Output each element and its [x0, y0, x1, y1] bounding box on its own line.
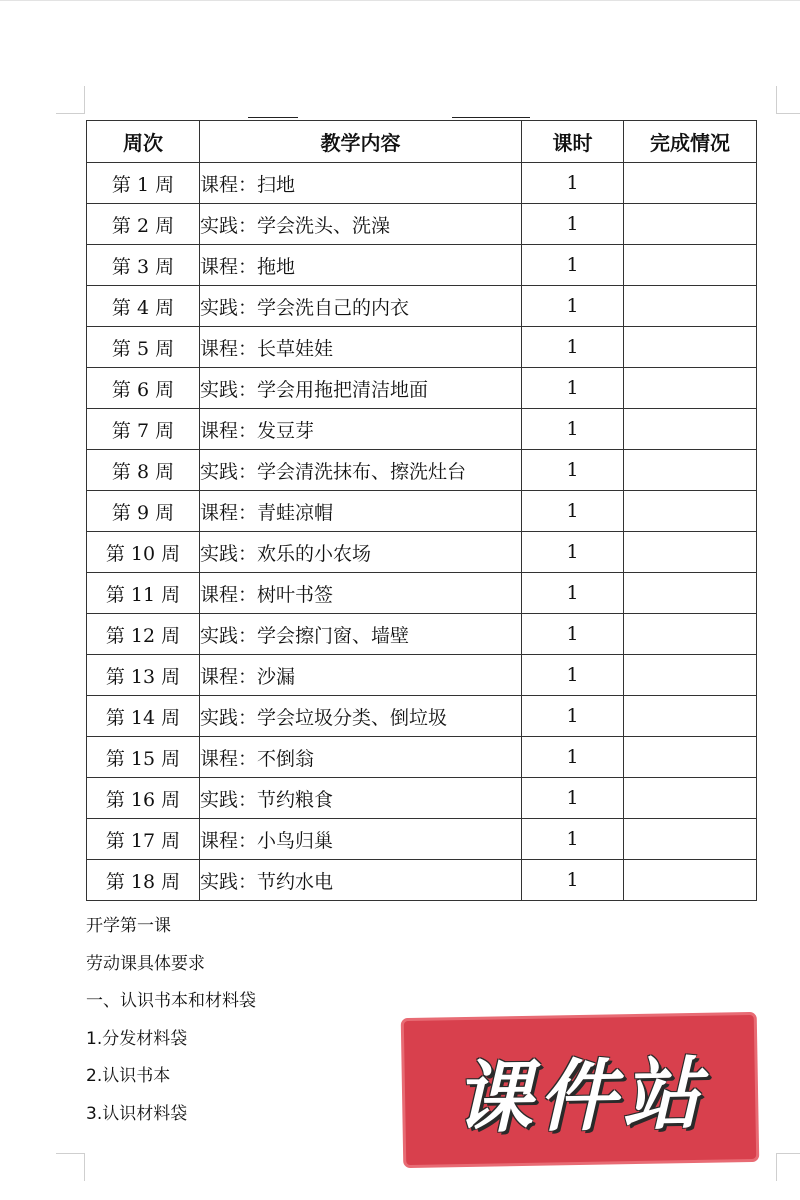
hours-cell: 1 — [522, 409, 624, 450]
header-hours: 课时 — [522, 121, 624, 163]
status-cell — [624, 163, 757, 204]
watermark-text: 课件站 — [453, 1049, 707, 1145]
table-row — [87, 532, 757, 573]
week-cell: 第 8 周 — [87, 450, 200, 491]
content-cell: 课程：树叶书签 — [200, 573, 522, 614]
content-cell: 实践：学会洗头、洗澡 — [200, 204, 522, 245]
status-cell — [624, 409, 757, 450]
week-cell: 第 12 周 — [87, 614, 200, 655]
table-row — [87, 778, 757, 819]
hours-cell: 1 — [522, 614, 624, 655]
content-cell: 实践：节约粮食 — [200, 778, 522, 819]
status-cell — [624, 327, 757, 368]
status-cell — [624, 819, 757, 860]
content-cell: 实践：学会清洗抹布、擦洗灶台 — [200, 450, 522, 491]
table-row — [87, 286, 757, 327]
hours-cell: 1 — [522, 327, 624, 368]
hours-cell: 1 — [522, 532, 624, 573]
status-cell — [624, 450, 757, 491]
status-cell — [624, 655, 757, 696]
page-top-border — [0, 0, 800, 1]
hours-cell: 1 — [522, 491, 624, 532]
content-cell: 实践：学会用拖把清洁地面 — [200, 368, 522, 409]
hours-cell: 1 — [522, 696, 624, 737]
table-row — [87, 368, 757, 409]
table-row — [87, 409, 757, 450]
status-cell — [624, 778, 757, 819]
status-cell — [624, 573, 757, 614]
table-row — [87, 655, 757, 696]
table-header-row — [87, 121, 757, 163]
status-cell — [624, 245, 757, 286]
week-cell: 第 9 周 — [87, 491, 200, 532]
content-cell: 课程：青蛙凉帽 — [200, 491, 522, 532]
hours-cell: 1 — [522, 737, 624, 778]
content-cell: 课程：小鸟归巢 — [200, 819, 522, 860]
content-cell: 实践：学会垃圾分类、倒垃圾 — [200, 696, 522, 737]
crop-mark-top-left — [84, 86, 85, 114]
table-row — [87, 204, 757, 245]
content-cell: 课程：拖地 — [200, 245, 522, 286]
hours-cell: 1 — [522, 204, 624, 245]
crop-mark-bottom-left-h — [56, 1153, 84, 1154]
content-cell: 课程：长草娃娃 — [200, 327, 522, 368]
table-row — [87, 737, 757, 778]
status-cell — [624, 204, 757, 245]
status-cell — [624, 696, 757, 737]
week-cell: 第 15 周 — [87, 737, 200, 778]
week-cell: 第 5 周 — [87, 327, 200, 368]
blank-underline-2 — [452, 117, 530, 118]
status-cell — [624, 860, 757, 901]
crop-mark-bottom-right — [776, 1153, 777, 1181]
table-row — [87, 450, 757, 491]
week-cell: 第 13 周 — [87, 655, 200, 696]
status-cell — [624, 491, 757, 532]
status-cell — [624, 737, 757, 778]
week-cell: 第 3 周 — [87, 245, 200, 286]
header-week: 周次 — [87, 121, 200, 163]
crop-mark-top-left-h — [56, 113, 84, 114]
week-cell: 第 17 周 — [87, 819, 200, 860]
week-cell: 第 18 周 — [87, 860, 200, 901]
status-cell — [624, 532, 757, 573]
content-cell: 课程：扫地 — [200, 163, 522, 204]
note-line: 1.分发材料袋 — [86, 1028, 188, 1049]
crop-mark-bottom-left — [84, 1153, 85, 1181]
content-cell: 课程：不倒翁 — [200, 737, 522, 778]
week-cell: 第 11 周 — [87, 573, 200, 614]
table-row — [87, 491, 757, 532]
status-cell — [624, 368, 757, 409]
table-row — [87, 696, 757, 737]
hours-cell: 1 — [522, 860, 624, 901]
table-row — [87, 245, 757, 286]
table-row — [87, 573, 757, 614]
hours-cell: 1 — [522, 163, 624, 204]
week-cell: 第 4 周 — [87, 286, 200, 327]
week-cell: 第 14 周 — [87, 696, 200, 737]
note-line: 开学第一课 — [86, 916, 171, 936]
hours-cell: 1 — [522, 450, 624, 491]
status-cell — [624, 614, 757, 655]
schedule-table — [86, 120, 757, 901]
week-cell: 第 2 周 — [87, 204, 200, 245]
hours-cell: 1 — [522, 245, 624, 286]
status-cell — [624, 286, 757, 327]
hours-cell: 1 — [522, 573, 624, 614]
week-cell: 第 6 周 — [87, 368, 200, 409]
table-row — [87, 860, 757, 901]
hours-cell: 1 — [522, 819, 624, 860]
crop-mark-top-right-h — [776, 113, 800, 114]
table-row — [87, 614, 757, 655]
header-content: 教学内容 — [200, 121, 522, 163]
content-cell: 实践：学会擦门窗、墙壁 — [200, 614, 522, 655]
crop-mark-bottom-right-h — [776, 1153, 800, 1154]
week-cell: 第 1 周 — [87, 163, 200, 204]
notes-section — [86, 912, 256, 1137]
hours-cell: 1 — [522, 778, 624, 819]
content-cell: 课程：发豆芽 — [200, 409, 522, 450]
hours-cell: 1 — [522, 286, 624, 327]
week-cell: 第 10 周 — [87, 532, 200, 573]
table-row — [87, 819, 757, 860]
note-line: 3.认识材料袋 — [86, 1103, 188, 1124]
content-cell: 实践：欢乐的小农场 — [200, 532, 522, 573]
note-line: 一、认识书本和材料袋 — [86, 991, 256, 1011]
header-status: 完成情况 — [624, 121, 757, 163]
note-line: 2.认识书本 — [86, 1066, 171, 1086]
week-cell: 第 7 周 — [87, 409, 200, 450]
note-line: 劳动课具体要求 — [86, 953, 205, 974]
content-cell: 实践：学会洗自己的内衣 — [200, 286, 522, 327]
hours-cell: 1 — [522, 655, 624, 696]
blank-underline-1 — [248, 117, 298, 118]
content-cell: 实践：节约水电 — [200, 860, 522, 901]
crop-mark-top-right — [776, 86, 777, 114]
content-cell: 课程：沙漏 — [200, 655, 522, 696]
hours-cell: 1 — [522, 368, 624, 409]
watermark-stamp — [404, 1015, 756, 1165]
week-cell: 第 16 周 — [87, 778, 200, 819]
table-row — [87, 327, 757, 368]
table-row — [87, 163, 757, 204]
